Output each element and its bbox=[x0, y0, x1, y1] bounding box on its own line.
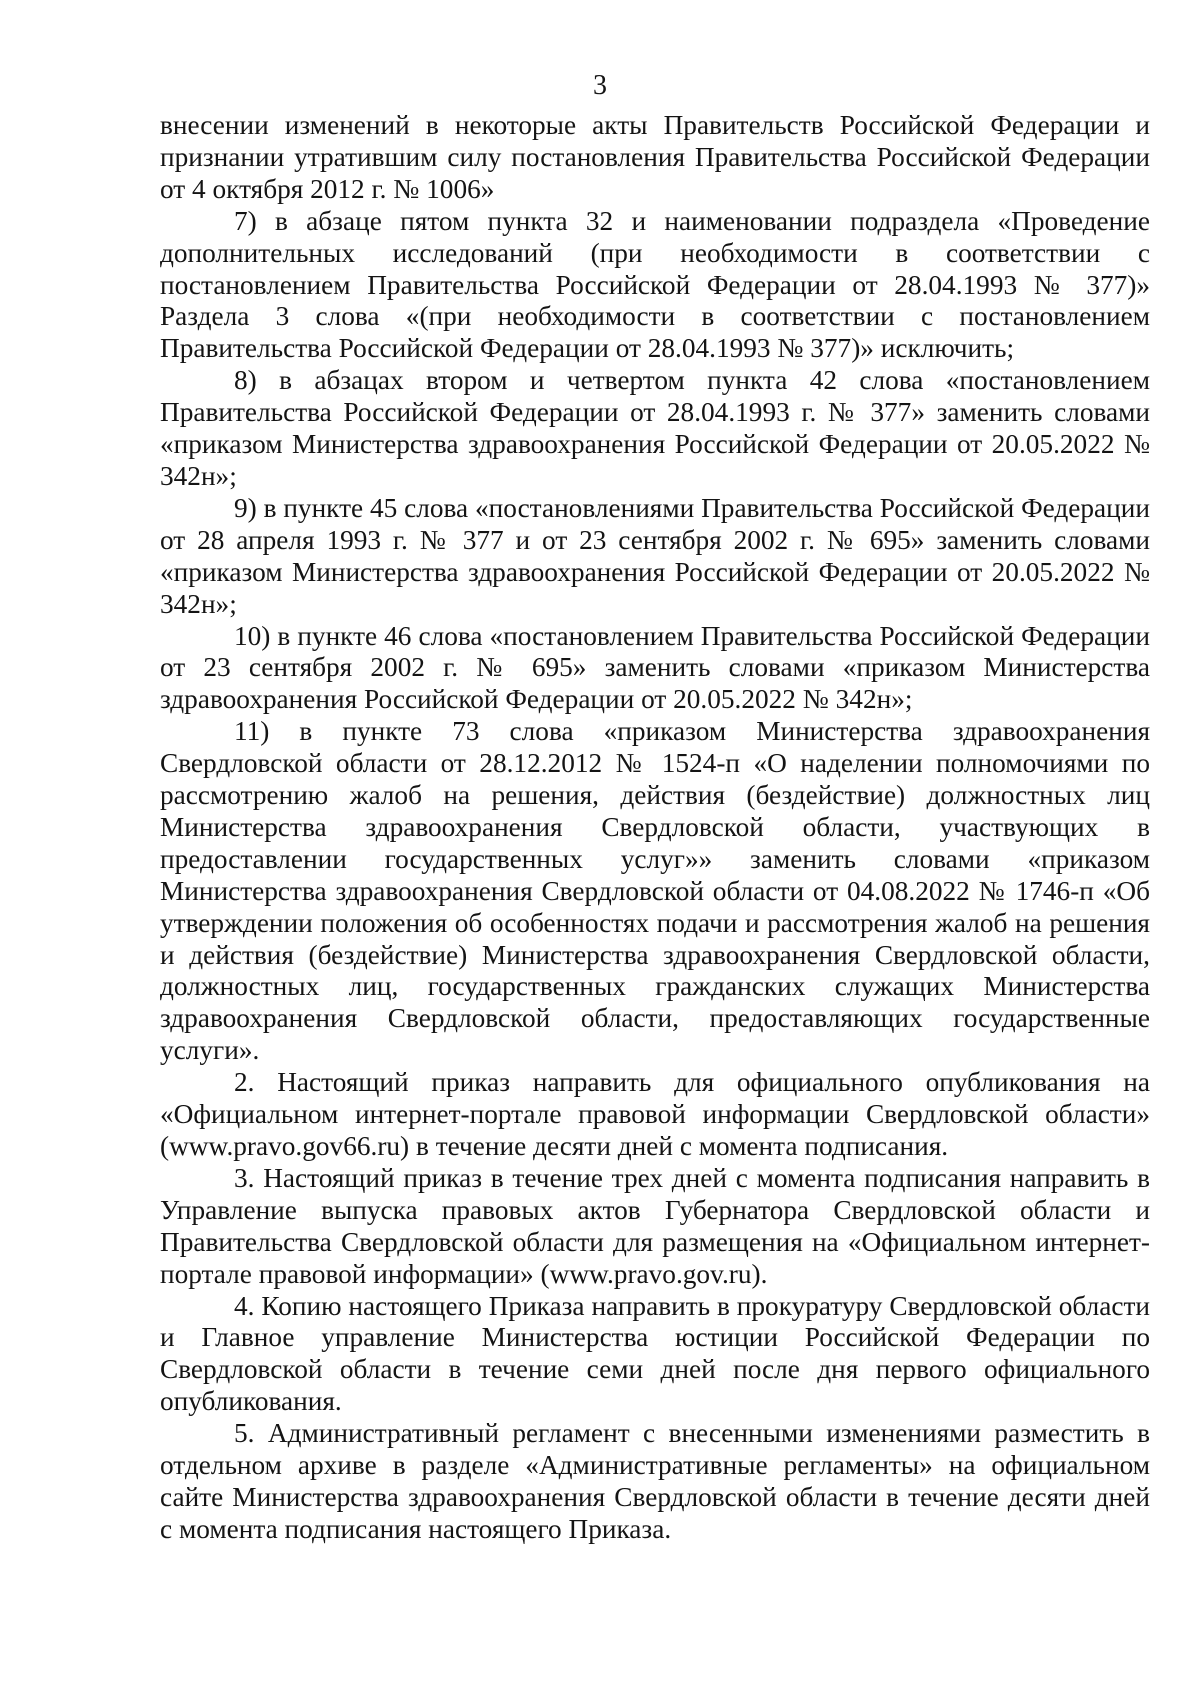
paragraph-item-7: 7) в абзаце пятом пункта 32 и наименовании подраздела «Проведение дополнительных исследований (при необходимости в соответствии с постановлением Правительства Российской Федерации от 28.04.1993 № 377)» Раздела 3 слова «(при необходимости в соответствии с постановлением Правительства Российской Федерации от 28.04.1993 № 377)» исключить; bbox=[160, 205, 1150, 364]
paragraph-item-9: 9) в пункте 45 слова «постановлениями Правительства Российской Федерации от 28 апреля 1993 г. № 377 и от 23 сентября 2002 г. № 695» заменить словами «приказом Министерства здравоохранения Российской Федерации от 20.05.2022 № 342н»; bbox=[160, 492, 1150, 619]
paragraph-item-10: 10) в пункте 46 слова «постановлением Правительства Российской Федерации от 23 сентября 2002 г. № 695» заменить словами «приказом Министерства здравоохранения Российской Федерации от 20.05.2022 № 342н»; bbox=[160, 620, 1150, 715]
paragraph-clause-2: 2. Настоящий приказ направить для официального опубликования на «Официальном интернет-портале правовой информации Свердловской области» (www.pravo.gov66.ru) в течение десяти дней с момента подписания. bbox=[160, 1067, 1150, 1161]
paragraph-continuation: внесении изменений в некоторые акты Правительств Российской Федерации и признании утратившим силу постановления Правительства Российской Федерации от 4 октября 2012 г. № 1006» bbox=[160, 110, 1150, 204]
paragraph-clause-5: 5. Административный регламент с внесенными изменениями разместить в отдельном архиве в разделе «Административные регламенты» на официальном сайте Министерства здравоохранения Свердловской области в течение десяти дней с момента подписания настоящего Приказа. bbox=[160, 1418, 1150, 1544]
paragraph-clause-4: 4. Копию настоящего Приказа направить в прокуратуру Свердловской области и Главное управление Министерства юстиции Российской Федерации по Свердловской области в течение семи дней после дня первого официального опубликования. bbox=[160, 1290, 1150, 1417]
document-body bbox=[160, 110, 1150, 1546]
paragraph-clause-3: 3. Настоящий приказ в течение трех дней с момента подписания направить в Управление выпуска правовых актов Губернатора Свердловской области и Правительства Свердловской области для размещения на «Официальном интернет-портале правовой информации» (www.pravo.gov.ru). bbox=[160, 1162, 1150, 1289]
paragraph-item-11: 11) в пункте 73 слова «приказом Министерства здравоохранения Свердловской области от 28.12.2012 № 1524-п «О наделении полномочиями по рассмотрению жалоб на решения, действия (бездействие) должностных лиц Министерства здравоохранения Свердловской области, участвующих в предоставлении государственных услуг»» заменить словами «приказом Министерства здравоохранения Свердловской области от 04.08.2022 № 1746-п «Об утверждении положения об особенностях подачи и рассмотрения жалоб на решения и действия (бездействие) Министерства здравоохранения Свердловской области, должностных лиц, государственных гражданских служащих Министерства здравоохранения Свердловской области, предоставляющих государственные услуги». bbox=[160, 716, 1150, 1066]
page-number: 3 bbox=[593, 70, 607, 101]
paragraph-item-8: 8) в абзацах втором и четвертом пункта 42 слова «постановлением Правительства Российской Федерации от 28.04.1993 г. № 377» заменить словами «приказом Министерства здравоохранения Российской Федерации от 20.05.2022 № 342н»; bbox=[160, 365, 1150, 491]
